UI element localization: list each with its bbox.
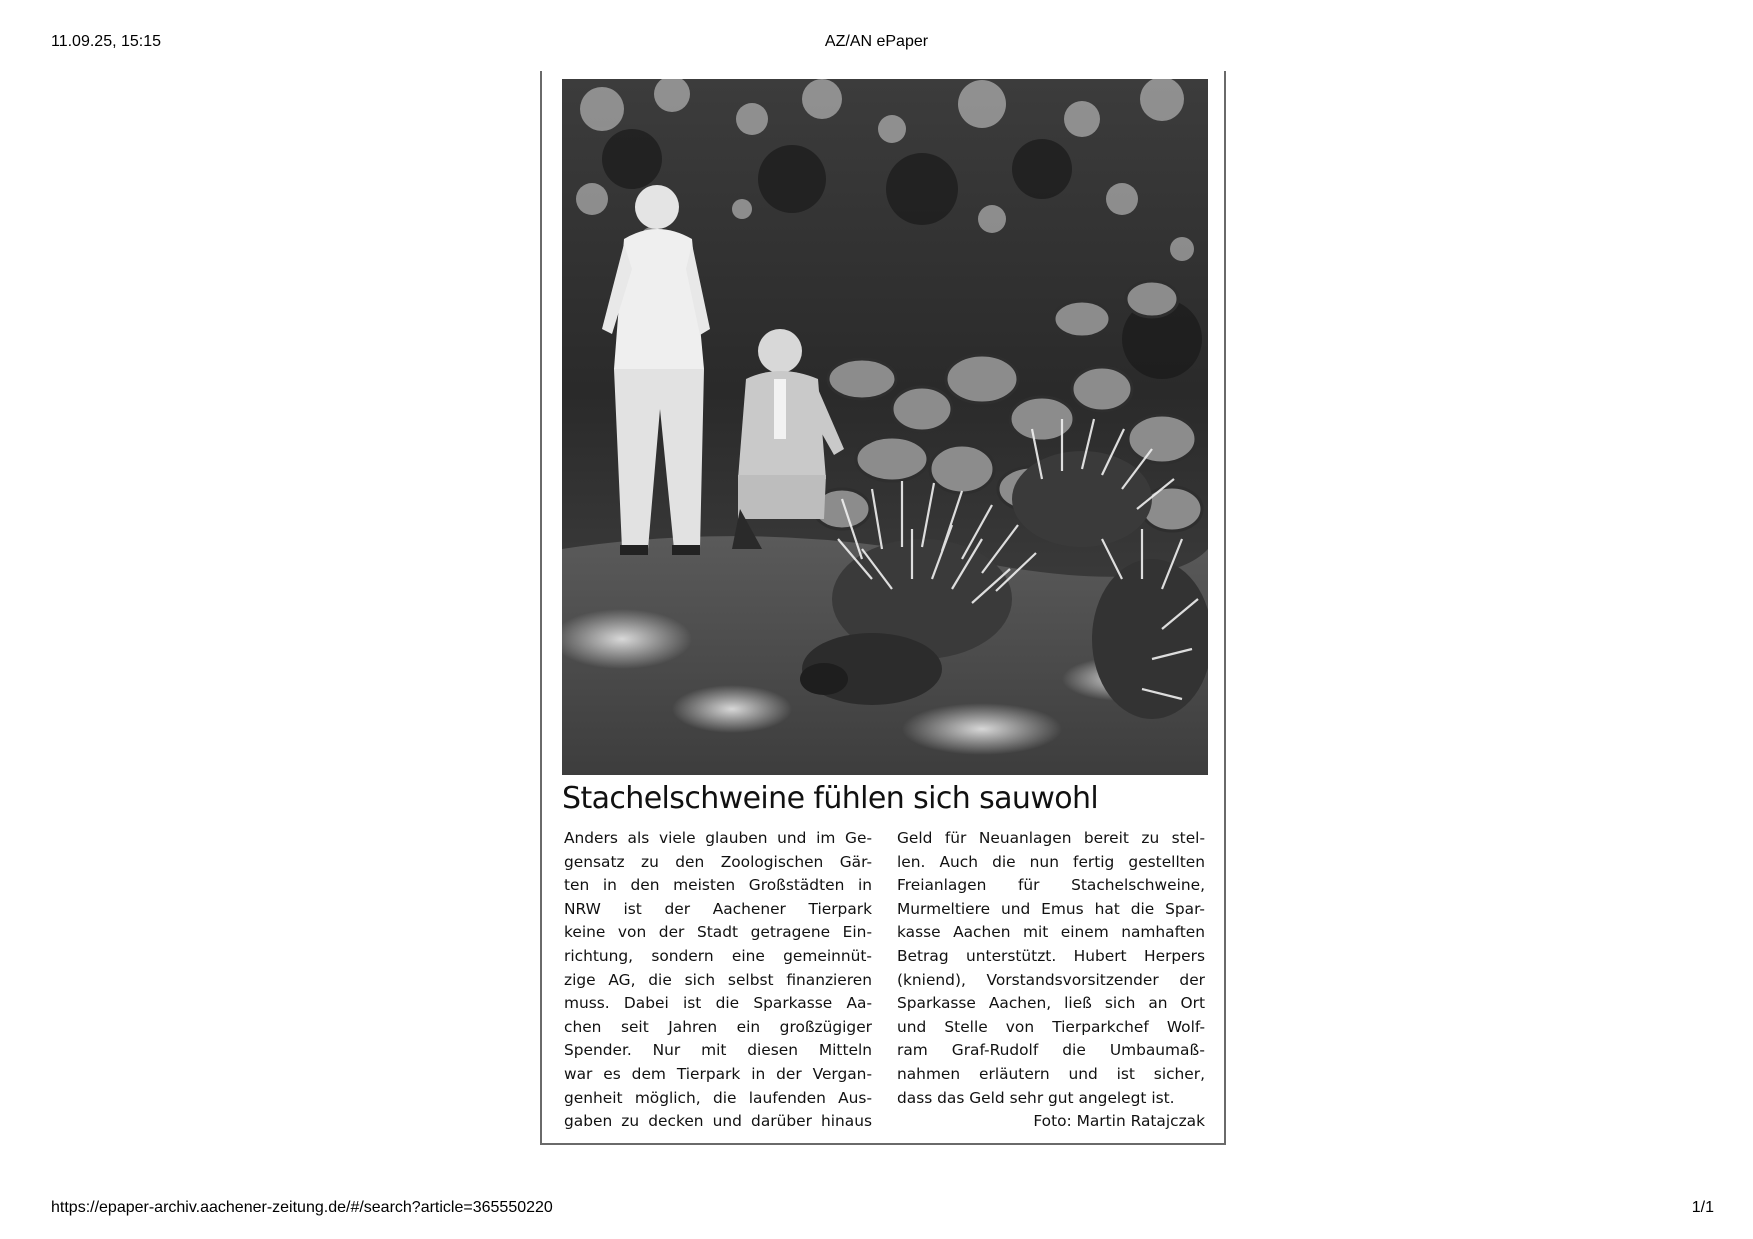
article-line: zige AG, die sich selbst finanzieren <box>564 970 872 989</box>
article-line: ram Graf-Rudolf die Umbaumaß- <box>897 1041 1205 1060</box>
article-line: gensatz zu den Zoologischen Gär- <box>564 852 872 871</box>
article-line: len. Auch die nun fertig gestellten <box>897 852 1205 871</box>
article-column-left <box>564 827 872 1134</box>
article-line: richtung, sondern eine gemeinnüt- <box>564 946 872 965</box>
print-url: https://epaper-archiv.aachener-zeitung.de/#/search?article=365550220 <box>51 1199 553 1216</box>
article-line: dass das Geld sehr gut angelegt ist. <box>897 1088 1175 1107</box>
article-photo <box>562 79 1208 775</box>
article-line: und Stelle von Tierparkchef Wolf- <box>897 1017 1205 1036</box>
article-line: Anders als viele glauben und im Ge- <box>564 829 872 847</box>
article-line: Geld für Neuanlagen bereit zu stel- <box>897 829 1205 847</box>
article-headline: Stachelschweine fühlen sich sauwohl <box>562 781 1099 816</box>
print-title: AZ/AN ePaper <box>824 33 929 50</box>
article-line: muss. Dabei ist die Sparkasse Aa- <box>564 994 872 1013</box>
article-line: Sparkasse Aachen, ließ sich an Ort <box>897 994 1205 1013</box>
article-line: war es dem Tierpark in der Vergan- <box>564 1064 872 1083</box>
article-line: nahmen erläutern und ist sicher, <box>897 1064 1205 1083</box>
photo-credit: Foto: Martin Ratajczak <box>1033 1112 1205 1131</box>
article-line: NRW ist der Aachener Tierpark <box>564 899 872 918</box>
print-datetime: 11.09.25, 15:15 <box>51 33 162 50</box>
article-line: gaben zu decken und darüber hinaus <box>564 1112 872 1131</box>
article-column-right <box>897 827 1205 1134</box>
article-photo-image <box>562 79 1208 775</box>
article-line: kasse Aachen mit einem namhaften <box>897 923 1205 942</box>
article-line: Betrag unterstützt. Hubert Herpers <box>897 946 1205 965</box>
print-page-number: 1/1 <box>1691 1199 1714 1216</box>
article-clipping <box>540 71 1226 1145</box>
article-line: genheit möglich, die laufenden Aus- <box>564 1088 872 1107</box>
article-line: ten in den meisten Großstädten in <box>564 876 872 895</box>
article-line: Murmeltiere und Emus hat die Spar- <box>897 899 1205 918</box>
article-line: (kniend), Vorstandsvorsitzender der <box>897 970 1205 989</box>
article-line: keine von der Stadt getragene Ein- <box>564 923 872 942</box>
article-line: Freianlagen für Stachelschweine, <box>897 876 1205 895</box>
article-line: chen seit Jahren ein großzügiger <box>564 1017 872 1036</box>
article-line: Spender. Nur mit diesen Mitteln <box>564 1041 872 1060</box>
